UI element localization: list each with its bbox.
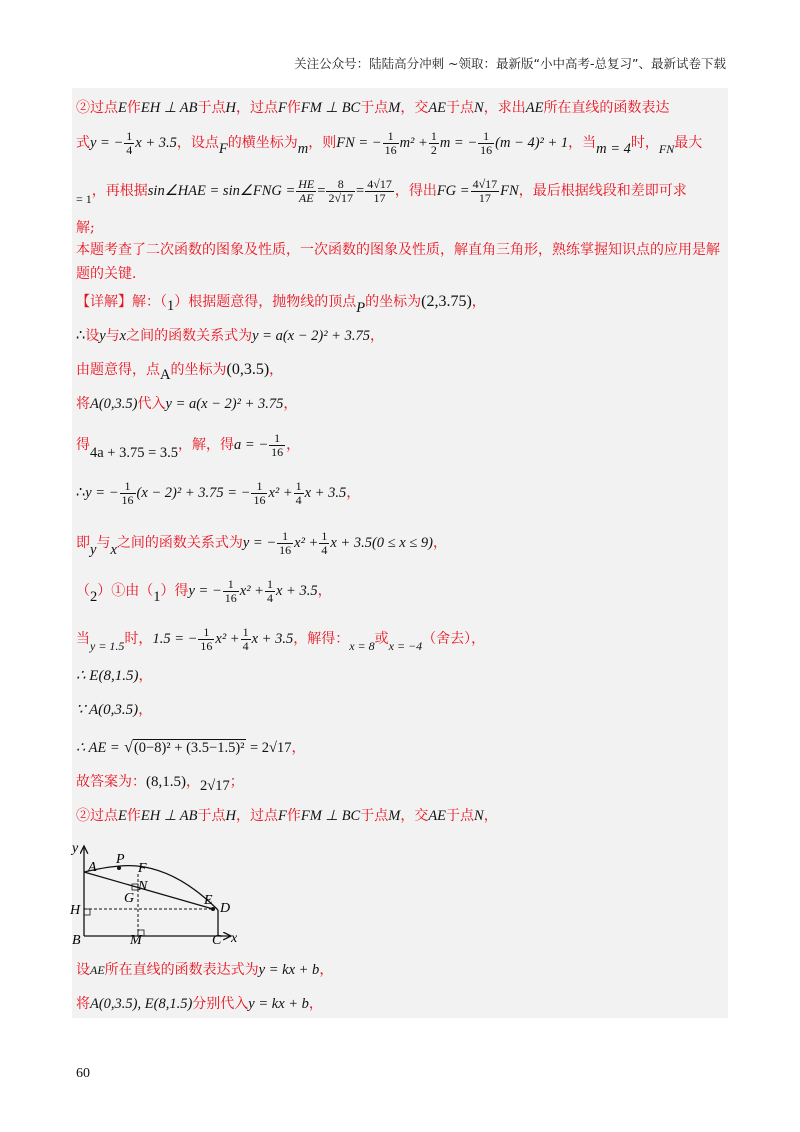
text-line: 本题考查了二次函数的图象及性质，一次函数的图象及性质，解直角三角形，熟练掌握知识点的应用是解: [76, 242, 720, 258]
fraction: $\frac{4√17}{17}$: [472, 176, 498, 205]
text-line: [76, 428, 300, 470]
text-line: [76, 772, 244, 796]
label-p: P: [116, 852, 125, 867]
text: ②过点: [76, 100, 118, 116]
text: 于点: [197, 100, 226, 116]
segment-ae: [84, 872, 213, 909]
math: (m − 4)² + 1: [495, 135, 569, 151]
math: F: [278, 808, 287, 824]
math: 4a + 3.75 = 3.5: [90, 445, 179, 461]
label-c: C: [212, 933, 222, 948]
math: A: [160, 367, 171, 383]
text: ，求出: [483, 100, 526, 116]
math: y = −: [85, 485, 119, 501]
math: x: [119, 328, 127, 344]
text: ，: [319, 962, 334, 978]
math: ∴ E(8,1.5): [76, 668, 139, 684]
right-angle-h: [84, 909, 90, 915]
math: y = −: [242, 535, 277, 551]
text-line: [76, 128, 702, 164]
text: 解：（: [132, 294, 167, 310]
text: 作: [126, 808, 141, 824]
text-line: [76, 476, 360, 510]
text: 与: [96, 535, 111, 551]
text: ，: [346, 485, 361, 501]
fraction: $\frac{1}{16}$: [253, 478, 266, 507]
text: ）①由（: [97, 583, 154, 599]
math: y = kx + b: [248, 996, 309, 1012]
text: 所在直线的函数表达: [543, 100, 670, 116]
text: 故答案为：: [76, 774, 146, 790]
text: ，则: [308, 135, 337, 151]
text: 作: [126, 100, 141, 116]
text: 于点: [446, 100, 475, 116]
text: 或: [374, 631, 389, 647]
math: EH ⊥ AB: [140, 100, 198, 116]
math: FM ⊥ BC: [300, 808, 361, 824]
text: 于点: [446, 808, 475, 824]
math: FG =: [436, 183, 470, 199]
text-line: ∴ AE = √(0−8)² + (3.5−1.5)² = 2√17，: [76, 739, 306, 756]
math: x = 8: [349, 639, 375, 653]
text: ，: [286, 437, 301, 453]
text: 作: [286, 808, 301, 824]
text: ②过点: [76, 808, 118, 824]
math: y = 1.5: [90, 639, 125, 653]
text-line: [76, 666, 152, 686]
math: E: [118, 100, 127, 116]
math: y = a(x − 2)² + 3.75: [165, 396, 284, 412]
text: 当: [76, 631, 90, 647]
text-line: [76, 806, 498, 826]
math: E: [118, 808, 127, 824]
math: m: [297, 141, 309, 157]
math: FN: [658, 142, 675, 156]
math: N: [474, 100, 484, 116]
fraction: $\frac{1}{16}$: [279, 528, 292, 557]
text: ，设点: [176, 135, 219, 151]
page-header: 关注公众号：陆陆高分冲刺 ~领取：最新版“小中高考-总复习”、最新试卷下载: [294, 56, 726, 71]
math: AE: [428, 100, 447, 116]
math: x + 3.5(0 ≤ x ≤ 9): [330, 535, 433, 551]
text: （: [76, 583, 90, 599]
text-line: [76, 326, 384, 346]
math: x² +: [215, 631, 240, 647]
fraction: $\frac{1}{16}$: [480, 128, 493, 157]
fraction: $\frac{1}{4}$: [321, 528, 328, 557]
math: 1: [167, 298, 175, 314]
text: ，解得：: [293, 631, 350, 647]
math: y = kx + b: [258, 962, 320, 978]
label-d: D: [220, 901, 231, 916]
math: y: [99, 328, 106, 344]
text-line: [76, 174, 687, 216]
text: 的横坐标为: [227, 135, 298, 151]
text: ，: [291, 740, 306, 756]
text: ，当: [568, 135, 597, 151]
text: ，交: [400, 808, 429, 824]
text-line: [76, 360, 283, 385]
math: (x − 2)² + 3.75 = −: [136, 485, 251, 501]
text: 作: [286, 100, 301, 116]
math: y: [90, 542, 97, 558]
text: 于点: [360, 808, 389, 824]
math: 1.5 = −: [152, 631, 198, 647]
math: M: [388, 100, 401, 116]
math: 1: [153, 589, 161, 605]
math: x² +: [268, 485, 293, 501]
text: 式: [76, 135, 90, 151]
math: A(0,3.5), E(8,1.5): [90, 996, 193, 1012]
text: ，交: [400, 100, 429, 116]
text: 于点: [197, 808, 226, 824]
text: 之间的函数关系式为: [126, 328, 253, 344]
math: H: [225, 100, 237, 116]
math: FN = −: [336, 135, 382, 151]
text-line: [76, 700, 152, 720]
text: ，: [471, 294, 486, 310]
math: H: [225, 808, 237, 824]
fraction: $\frac{1}{4}$: [295, 478, 302, 507]
parabola-curve: [84, 866, 218, 910]
fraction: $\frac{1}{2}$: [430, 128, 437, 157]
text: 即: [76, 535, 90, 551]
text: 将: [76, 396, 90, 412]
math: AE: [525, 100, 544, 116]
text: 最大: [674, 135, 703, 151]
label-f: F: [138, 861, 147, 876]
math: =: [356, 183, 365, 199]
text: 与: [105, 328, 120, 344]
text: 所在直线的函数表达式为: [104, 962, 259, 978]
text: ，: [308, 996, 323, 1012]
geometry-figure: [66, 834, 256, 950]
math: A(0,3.5): [90, 396, 138, 412]
label-e: E: [204, 893, 213, 908]
text: 得: [76, 437, 90, 453]
text: ，得出: [394, 183, 437, 199]
text: ，: [283, 396, 298, 412]
math: = 1: [76, 192, 92, 206]
text: ，: [269, 362, 284, 378]
math: y = a(x − 2)² + 3.75: [252, 328, 370, 344]
label-g: G: [124, 891, 135, 906]
math: (8,1.5): [146, 774, 186, 790]
fraction: $\frac{HE}{AE}$: [298, 176, 315, 205]
text: 由题意得，点: [76, 362, 160, 378]
text: 分别代入: [192, 996, 249, 1012]
math: sin∠HAE = sin∠FNG =: [147, 183, 296, 199]
text-line: [76, 622, 485, 663]
math: x = −4: [388, 639, 423, 653]
math: EH ⊥ AB: [140, 808, 198, 824]
math: FM ⊥ BC: [300, 100, 361, 116]
label-x: x: [231, 931, 238, 946]
label-h: H: [70, 903, 81, 918]
text: ，: [138, 702, 153, 718]
text: ，: [369, 328, 384, 344]
text: ，最后根据线段和差即可求: [518, 183, 687, 199]
text: ；: [229, 774, 244, 790]
math: = 2√17: [249, 740, 292, 756]
text-line: [76, 394, 297, 414]
text-line: 解;: [76, 220, 95, 236]
math: ∵ A(0,3.5): [76, 702, 139, 718]
text: ，过点: [236, 808, 279, 824]
text-line: [76, 526, 447, 567]
math: (2,3.75): [421, 293, 472, 310]
math: 2√17: [200, 778, 230, 794]
fraction: $\frac{1}{16}$: [121, 478, 134, 507]
label-m: M: [130, 933, 142, 948]
math: x + 3.5: [304, 485, 347, 501]
math: (0,3.5): [226, 361, 270, 378]
text-line: 题的关键．: [76, 266, 146, 282]
math: AE: [90, 963, 105, 977]
fraction: $\frac{4√17}{17}$: [367, 176, 392, 205]
math: AE: [428, 808, 447, 824]
text: 将: [76, 996, 90, 1012]
math: N: [474, 808, 484, 824]
text-line: [76, 98, 669, 118]
text: 之间的函数关系式为: [116, 535, 243, 551]
fraction: $\frac{8}{2√17}$: [328, 176, 354, 205]
text: ，再根据: [91, 183, 148, 199]
text: 于点: [360, 100, 389, 116]
math: m = −: [439, 135, 478, 151]
fraction: $\frac{1}{16}$: [224, 576, 237, 605]
text: ）得: [160, 583, 189, 599]
fraction: $\frac{1}{16}$: [200, 624, 213, 653]
text: 的坐标为: [365, 294, 422, 310]
math: P: [356, 300, 366, 316]
text: ，: [317, 583, 332, 599]
text-line: [76, 960, 333, 980]
text: 时，: [630, 135, 659, 151]
math: x + 3.5: [275, 583, 318, 599]
text: 代入: [137, 396, 166, 412]
text-line: [76, 574, 332, 614]
math: x² +: [239, 583, 264, 599]
fraction: $\frac{1}{4}$: [126, 128, 133, 157]
math: x + 3.5: [251, 631, 294, 647]
math: x² +: [294, 535, 319, 551]
text: ，: [432, 535, 447, 551]
text: ，: [483, 808, 498, 824]
text: ，: [186, 774, 200, 790]
label-b: B: [72, 933, 81, 948]
label-n: N: [138, 879, 148, 894]
math: m = 4: [596, 141, 631, 157]
text: 时，: [124, 631, 153, 647]
label: 【详解】: [76, 294, 132, 310]
math: ∴: [76, 485, 86, 501]
page-number: 60: [76, 1066, 90, 1081]
text: ）根据题意得，抛物线的顶点: [174, 294, 357, 310]
math: y = −: [188, 583, 222, 599]
text: （舍去），: [422, 631, 486, 647]
math: (0−8)² + (3.5−1.5)²: [133, 740, 245, 756]
text: ，解，得: [178, 437, 235, 453]
label-a: A: [88, 860, 97, 875]
text-line: [76, 292, 486, 318]
math: y = −: [90, 135, 124, 151]
fraction: $\frac{1}{4}$: [242, 624, 249, 653]
math: x: [110, 542, 117, 558]
math: M: [388, 808, 401, 824]
fraction: $\frac{1}{16}$: [384, 128, 397, 157]
math: F: [278, 100, 287, 116]
math: FN: [500, 183, 519, 199]
text-line: [76, 994, 323, 1014]
math: ∴ AE =: [76, 740, 120, 756]
math: x + 3.5: [135, 135, 177, 151]
fraction: $\frac{1}{4}$: [266, 576, 273, 605]
fraction: $\frac{1}{16}$: [271, 430, 284, 459]
text: 设: [76, 962, 90, 978]
math: m² +: [399, 135, 428, 151]
text: 设: [85, 328, 100, 344]
math: F: [218, 141, 228, 157]
label-y: y: [72, 841, 79, 856]
math: a = −: [234, 437, 269, 453]
math: ∴: [76, 328, 86, 344]
text: ，过点: [236, 100, 279, 116]
math: 2: [90, 589, 98, 605]
text: ，: [138, 668, 153, 684]
math: =: [317, 183, 326, 199]
text: 的坐标为: [170, 362, 227, 378]
